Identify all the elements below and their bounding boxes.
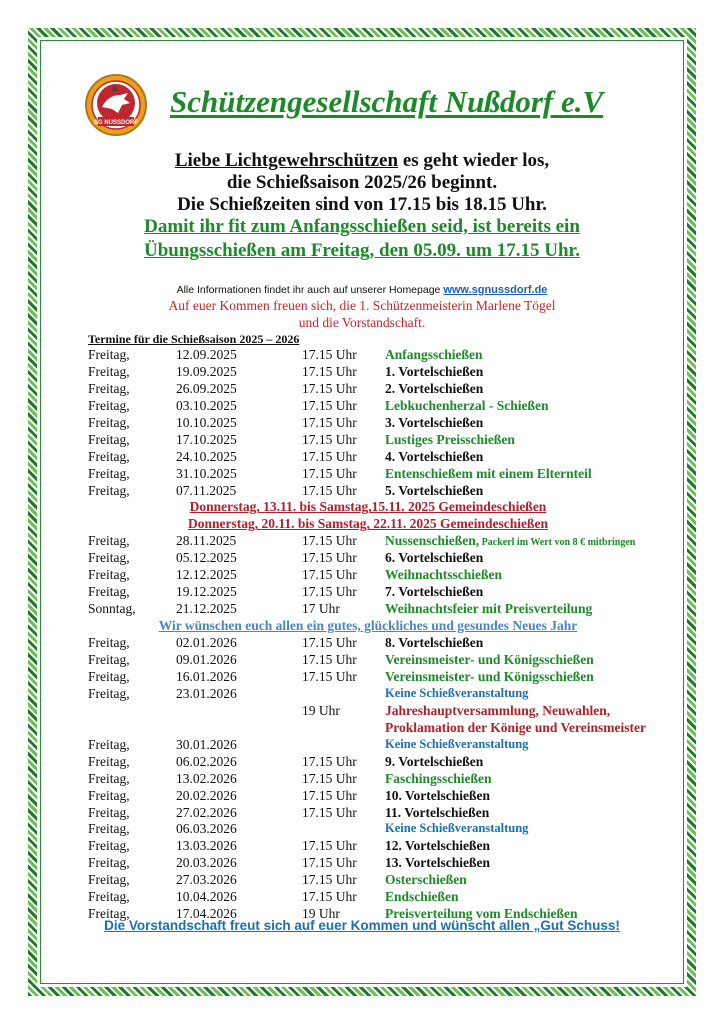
- schedule-row: [88, 753, 648, 770]
- row-time: 17.15 Uhr: [302, 652, 357, 668]
- row-time: 19 Uhr: [302, 906, 340, 922]
- row-day: Freitag,: [88, 685, 130, 701]
- row-date: 19.09.2025: [176, 363, 237, 379]
- row-time: 19 Uhr: [302, 702, 340, 718]
- row-time: 17.15 Uhr: [302, 838, 357, 854]
- row-date: 06.03.2026: [176, 821, 237, 837]
- row-event: 13. Vortelschießen: [385, 855, 491, 871]
- row-event: Lebkuchenherzal - Schießen: [385, 397, 549, 413]
- row-event: 2. Vortelschießen: [385, 380, 484, 396]
- row-time: 17.15 Uhr: [302, 347, 357, 362]
- practice-notice: [100, 215, 624, 263]
- row-event: 9. Vortelschießen: [385, 753, 484, 769]
- row-date: 20.03.2026: [176, 855, 237, 871]
- row-event: Keine Schießveranstaltung: [385, 685, 529, 700]
- schedule-row: [88, 871, 648, 888]
- row-event: Vereinsmeister- und Königsschießen: [385, 652, 594, 668]
- schedule-list: [88, 346, 648, 922]
- row-date: 10.10.2025: [176, 414, 237, 430]
- row-event-note: Packerl im Wert von 8 € mitbringen: [479, 537, 636, 549]
- row-day: Freitag,: [88, 533, 130, 549]
- row-time: 17 Uhr: [302, 601, 340, 617]
- row-date: 07.11.2025: [176, 482, 237, 498]
- row-day: Freitag,: [88, 872, 130, 888]
- row-date: 12.12.2025: [176, 567, 237, 583]
- row-event: Jahreshauptversammlung, Neuwahlen,: [385, 702, 611, 718]
- row-time: 17.15 Uhr: [302, 414, 357, 430]
- schedule-banner: Donnerstag, 13.11. bis Samstag,15.11. 2025 Gemeindeschießen: [189, 499, 547, 515]
- row-time: 17.15 Uhr: [302, 533, 357, 549]
- row-date: 10.04.2026: [176, 889, 237, 905]
- row-day: Freitag,: [88, 787, 130, 803]
- row-date: 17.04.2026: [176, 906, 237, 922]
- row-event: 3. Vortelschießen: [385, 414, 484, 430]
- schedule-row: [88, 804, 648, 821]
- row-date: 30.01.2026: [176, 736, 237, 752]
- row-time: 17.15 Uhr: [302, 635, 357, 651]
- row-day: Freitag,: [88, 635, 130, 651]
- row-event: 8. Vortelschießen: [385, 635, 484, 651]
- homepage-info: [100, 284, 624, 296]
- row-time: 17.15 Uhr: [302, 753, 357, 769]
- schedule-row: [88, 651, 648, 668]
- welcome-text: [100, 297, 624, 331]
- schedule-row: [88, 685, 648, 702]
- notice-line2: Übungsschießen am Freitag, den 05.09. um 17.15 Uhr.: [144, 240, 580, 261]
- row-date: 17.10.2025: [176, 431, 237, 447]
- notice-line1: Damit ihr fit zum Anfangsschießen seid, ist bereits ein: [144, 216, 580, 237]
- schedule-row: [88, 414, 648, 431]
- row-time: 17.15 Uhr: [302, 770, 357, 786]
- row-date: 28.11.2025: [176, 533, 237, 549]
- schedule-heading: Termine für die Schießsaison 2025 – 2026: [88, 332, 300, 346]
- row-time: 17.15 Uhr: [302, 804, 357, 820]
- row-date: 13.03.2026: [176, 838, 237, 854]
- row-event: Entenschießem mit einem Elternteil: [385, 465, 592, 481]
- row-date: 03.10.2025: [176, 397, 237, 413]
- row-event: 5. Vortelschießen: [385, 482, 484, 498]
- row-date: 13.02.2026: [176, 770, 237, 786]
- row-day: Freitag,: [88, 838, 130, 854]
- schedule-row: [88, 770, 648, 787]
- schedule-row: [88, 837, 648, 854]
- logo-text: SG NUSSDORF: [93, 120, 139, 126]
- row-event: 1. Vortelschießen: [385, 363, 484, 379]
- welcome-line1: Auf euer Kommen freuen sich, die 1. Schützenmeisterin Marlene Tögel: [168, 298, 556, 313]
- row-day: Freitag,: [88, 753, 130, 769]
- schedule-row: [88, 482, 648, 499]
- row-event-main: Nussenschießen,: [385, 533, 480, 549]
- row-time: 17.15 Uhr: [302, 855, 357, 871]
- row-day: Freitag,: [88, 669, 130, 684]
- schedule-row: [88, 380, 648, 397]
- row-day: Freitag,: [88, 363, 130, 379]
- schedule-row: [88, 820, 648, 837]
- row-event: 4. Vortelschießen: [385, 448, 484, 464]
- row-event: Osterschießen: [385, 872, 467, 888]
- row-event: Endschießen: [385, 889, 459, 905]
- row-day: Freitag,: [88, 906, 130, 922]
- footer-text: Die Vorstandschaft freut sich auf euer Kommen und wünscht allen „Gut Schuss!: [104, 918, 620, 933]
- schedule-row: [88, 702, 648, 719]
- row-time: 17.15 Uhr: [302, 567, 357, 583]
- intro-highlight: Liebe Lichtgewehrschützen: [174, 150, 399, 171]
- row-date: 12.09.2025: [176, 347, 237, 362]
- row-time: 17.15 Uhr: [302, 787, 357, 803]
- row-day: Freitag,: [88, 465, 130, 481]
- schedule-row: [88, 363, 648, 380]
- schedule-row: [88, 583, 648, 600]
- row-time: 17.15 Uhr: [302, 397, 357, 413]
- schedule-row: [88, 736, 648, 753]
- page-title: Schützengesellschaft Nußdorf e.V: [170, 84, 604, 119]
- intro-line1-rest: es geht wieder los,: [398, 150, 550, 171]
- schedule-row: [88, 532, 648, 549]
- intro-line2: die Schießsaison 2025/26 beginnt.: [226, 172, 498, 193]
- schedule-row: [88, 397, 648, 414]
- row-date: 19.12.2025: [176, 584, 237, 600]
- row-day: Freitag,: [88, 431, 130, 447]
- homepage-link[interactable]: www.sgnussdorf.de: [443, 284, 548, 296]
- row-day: Freitag,: [88, 584, 130, 600]
- row-event: Preisverteilung vom Endschießen: [385, 906, 578, 922]
- row-event: 12. Vortelschießen: [385, 838, 491, 854]
- row-event: Vereinsmeister- und Königsschießen: [385, 669, 594, 684]
- row-day: Freitag,: [88, 804, 130, 820]
- row-date: 06.02.2026: [176, 753, 237, 769]
- row-date: 27.02.2026: [176, 804, 237, 820]
- row-day: Sonntag,: [88, 601, 136, 617]
- row-date: 02.01.2026: [176, 635, 237, 651]
- intro-text: [110, 150, 614, 216]
- row-date: 20.02.2026: [176, 787, 237, 803]
- row-event: 11. Vortelschießen: [385, 804, 490, 820]
- row-date: 27.03.2026: [176, 872, 237, 888]
- row-date: 09.01.2026: [176, 652, 237, 668]
- row-event: 10. Vortelschießen: [385, 787, 491, 803]
- schedule-banner: Donnerstag, 20.11. bis Samstag, 22.11. 2025 Gemeindeschießen: [187, 516, 549, 532]
- row-time: 17.15 Uhr: [302, 363, 357, 379]
- row-date: 23.01.2026: [176, 685, 237, 701]
- schedule-banner: Wir wünschen euch allen ein gutes, glückliches und gesundes Neues Jahr: [158, 618, 578, 634]
- schedule-row: [88, 465, 648, 482]
- schedule-row: [88, 346, 648, 363]
- row-time: 17.15 Uhr: [302, 482, 357, 498]
- row-date: 05.12.2025: [176, 550, 237, 566]
- row-event: Keine Schießveranstaltung: [385, 736, 529, 751]
- row-time: 17.15 Uhr: [302, 889, 357, 905]
- row-time: 17.15 Uhr: [302, 872, 357, 888]
- row-day: Freitag,: [88, 652, 130, 668]
- schedule-row: [88, 549, 648, 566]
- row-day: Freitag,: [88, 482, 130, 498]
- row-day: Freitag,: [88, 448, 130, 464]
- row-day: Freitag,: [88, 414, 130, 430]
- schedule-row: [88, 888, 648, 905]
- row-day: Freitag,: [88, 397, 130, 413]
- row-event: Weihnachtsfeier mit Preisverteilung: [385, 601, 593, 617]
- schedule-row: [88, 787, 648, 804]
- row-date: 26.09.2025: [176, 380, 237, 396]
- homepage-text: Alle Informationen findet ihr auch auf unserer Homepage: [176, 284, 444, 296]
- row-event: 6. Vortelschießen: [385, 550, 484, 566]
- row-time: 17.15 Uhr: [302, 584, 357, 600]
- row-day: Freitag,: [88, 770, 130, 786]
- row-time: 17.15 Uhr: [302, 465, 357, 481]
- schedule-row: [88, 634, 648, 651]
- row-day: Freitag,: [88, 567, 130, 583]
- schedule-row: [88, 431, 648, 448]
- row-day: Freitag,: [88, 821, 130, 837]
- intro-line3: Die Schießzeiten sind von 17.15 bis 18.15 Uhr.: [177, 194, 547, 215]
- schedule-row: [88, 448, 648, 465]
- schedule-row: [88, 668, 648, 685]
- schedule-row: [88, 854, 648, 871]
- row-event: 7. Vortelschießen: [385, 584, 484, 600]
- row-time: 17.15 Uhr: [302, 380, 357, 396]
- row-event: Proklamation der Könige und Vereinsmeister: [385, 719, 647, 735]
- row-event: Weihnachtsschießen: [385, 567, 503, 583]
- club-logo: [84, 73, 148, 137]
- row-date: 31.10.2025: [176, 465, 237, 481]
- row-day: Freitag,: [88, 347, 130, 362]
- welcome-line2: und die Vorstandschaft.: [298, 315, 426, 330]
- row-time: 17.15 Uhr: [302, 431, 357, 447]
- row-date: 16.01.2026: [176, 669, 237, 684]
- row-time: 17.15 Uhr: [302, 448, 357, 464]
- row-event: Anfangsschießen: [385, 347, 483, 362]
- row-day: Freitag,: [88, 736, 130, 752]
- row-event: Lustiges Preisschießen: [385, 431, 515, 447]
- row-date: 24.10.2025: [176, 448, 237, 464]
- row-day: Freitag,: [88, 380, 130, 396]
- row-date: 21.12.2025: [176, 601, 237, 617]
- row-day: Freitag,: [88, 855, 130, 871]
- schedule-row: [88, 719, 648, 736]
- row-day: Freitag,: [88, 889, 130, 905]
- schedule-row: [88, 566, 648, 583]
- row-event: Faschingsschießen: [385, 770, 492, 786]
- row-event: Keine Schießveranstaltung: [385, 821, 529, 836]
- row-day: Freitag,: [88, 550, 130, 566]
- schedule-row: [88, 600, 648, 617]
- row-time: 17.15 Uhr: [302, 550, 357, 566]
- row-time: 17.15 Uhr: [302, 669, 357, 684]
